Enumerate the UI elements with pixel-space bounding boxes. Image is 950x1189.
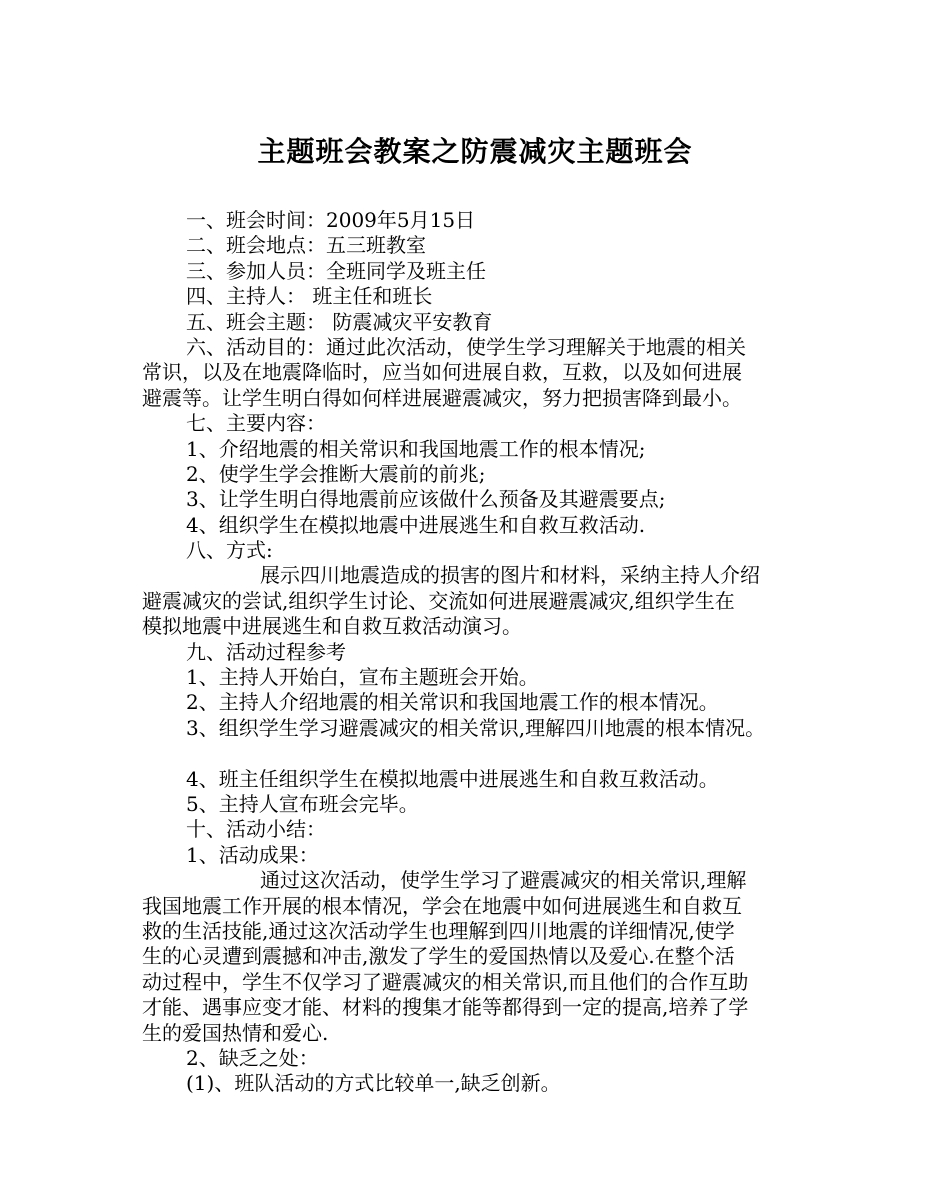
text-line-process: 九、活动过程参考: [186, 639, 346, 664]
text-line-host: 四、主持人： 班主任和班长: [186, 284, 433, 309]
text-line-theme: 五、班会主题： 防震减灾平安教育: [186, 309, 493, 334]
list-item: 2、使学生学会推断大震前的前兆;: [186, 461, 486, 486]
text-line-main-content: 七、主要内容：: [186, 411, 326, 436]
list-item: 5、主持人宣布班会完毕。: [186, 791, 419, 816]
text-line-method-cont: 避震减灾的尝试,组织学生讨论、交流如何进展避震减灾,组织学生在: [142, 588, 735, 613]
text-line-method-body: 展示四川地震造成的损害的图片和材料，采纳主持人介绍: [260, 563, 760, 588]
list-item: 4、组织学生在模拟地震中进展逃生和自救互救活动.: [186, 512, 646, 537]
text-line-participants: 三、参加人员：全班同学及班主任: [186, 258, 486, 283]
document-body: [142, 208, 818, 1097]
list-item: (1)、班队活动的方式比较单一,缺乏创新。: [186, 1071, 561, 1096]
text-line-results-cont: 生的爱国热情和爱心.: [142, 1020, 329, 1045]
text-line-results: 1、活动成果：: [186, 842, 319, 867]
text-line-purpose-cont: 避震等。让学生明白得如何样进展避震减灾，努力把损害降到最小。: [142, 385, 742, 410]
list-item: 3、组织学生学习避震减灾的相关常识,理解四川地震的根本情况。: [186, 715, 766, 740]
text-line-method-cont: 模拟地震中进展逃生和自救互救活动演习。: [142, 614, 522, 639]
text-line-results-body: 通过这次活动，使学生学习了避震减灾的相关常识,理解: [260, 868, 747, 893]
text-line-shortcomings: 2、缺乏之处：: [186, 1045, 319, 1070]
text-line-meeting-place: 二、班会地点：五三班教室: [186, 233, 426, 258]
text-line-results-cont: 才能、遇事应变才能、材料的搜集才能等都得到一定的提高,培养了学: [142, 995, 749, 1020]
text-line-results-cont: 生的心灵遭到震撼和冲击,激发了学生的爱国热情以及爱心.在整个活: [142, 944, 735, 969]
text-line-method: 八、方式:: [186, 538, 273, 563]
document-title: 主题班会教案之防震减灾主题班会: [257, 135, 693, 168]
text-line-purpose: 六、活动目的：通过此次活动，使学生学习理解关于地震的相关: [186, 334, 746, 359]
list-item: 2、主持人介绍地震的相关常识和我国地震工作的根本情况。: [186, 690, 719, 715]
text-line-results-cont: 我国地震工作开展的根本情况，学会在地震中如何进展逃生和自救互: [142, 893, 742, 918]
text-line-summary: 十、活动小结：: [186, 817, 326, 842]
list-item: 1、介绍地震的相关常识和我国地震工作的根本情况;: [186, 436, 646, 461]
list-item: 3、让学生明白得地震前应该做什么预备及其避震要点;: [186, 487, 666, 512]
text-line-results-cont: 动过程中，学生不仅学习了避震减灾的相关常识,而且他们的合作互助: [142, 969, 749, 994]
text-line-purpose-cont: 常识，以及在地震降临时，应当如何进展自救，互救，以及如何进展: [142, 360, 742, 385]
list-item: 4、班主任组织学生在模拟地震中进展逃生和自救互救活动。: [186, 766, 719, 791]
text-line-meeting-time: 一、班会时间：2009年5月15日: [186, 208, 476, 232]
text-line-results-cont: 救的生活技能,通过这次活动学生也理解到四川地震的详细情况,使学: [142, 918, 735, 943]
list-item: 1、主持人开始白，宣布主题班会开始。: [186, 665, 539, 690]
blank-line: [142, 741, 818, 766]
